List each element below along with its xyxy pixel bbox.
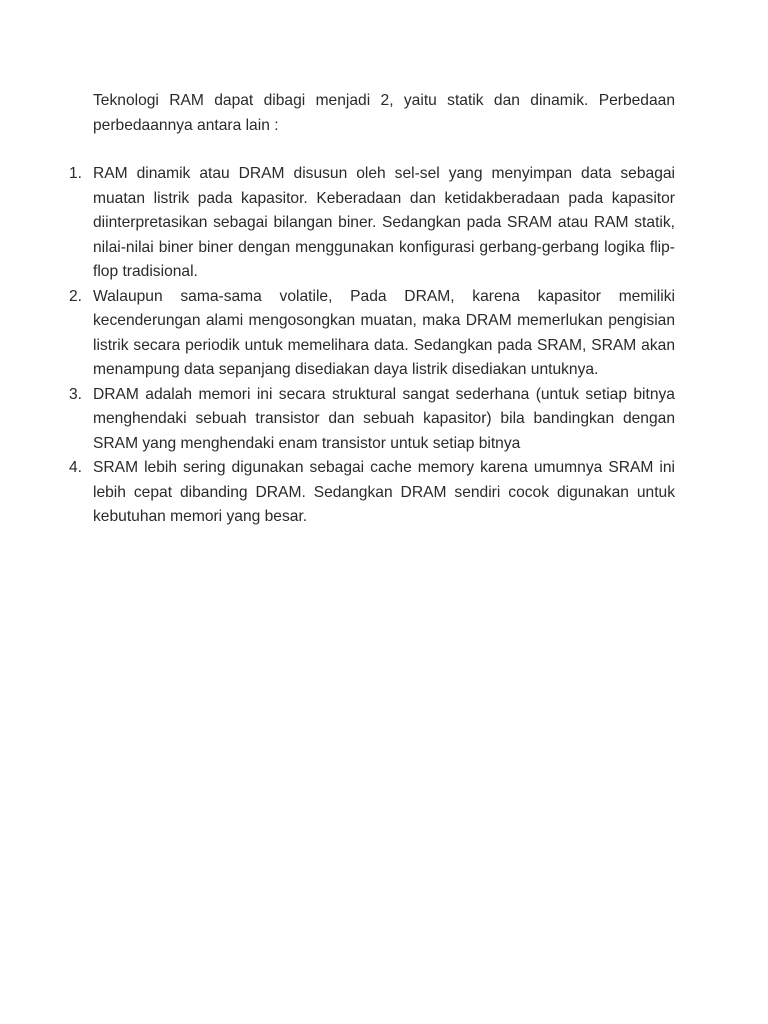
intro-paragraph: Teknologi RAM dapat dibagi menjadi 2, yaitu statik dan dinamik. Perbedaan perbedaannya antara lain : — [93, 92, 675, 134]
list-item-number: 2. — [69, 287, 83, 305]
list-item-text: SRAM lebih sering digunakan sebagai cache memory karena umumnya SRAM ini lebih cepat dibanding DRAM. Sedangkan DRAM sendiri cocok digunakan untuk kebutuhan memori yang besar. — [93, 459, 675, 525]
document-body — [69, 89, 675, 530]
list-item-text: DRAM adalah memori ini secara struktural sangat sederhana (untuk setiap bitnya menghendaki sebuah transistor dan sebuah kapasitor) bila bandingkan dengan SRAM yang menghendaki enam transistor untuk setiap bitnya — [93, 385, 675, 452]
list-item — [69, 162, 675, 285]
list-item-number: 3. — [69, 385, 83, 403]
list-item — [69, 456, 675, 530]
list-item — [69, 383, 675, 457]
list-item-number: 4. — [69, 459, 83, 476]
list-item-number: 1. — [69, 165, 83, 182]
list-item — [69, 285, 675, 383]
comparison-list — [69, 162, 675, 530]
list-item-text: RAM dinamik atau DRAM disusun oleh sel-sel yang menyimpan data sebagai muatan listrik pada kapasitor. Keberadaan dan ketidakberadaan pada kapasitor diinterpretasikan sebagai bilangan biner. Sedangkan pada SRAM atau RAM statik, nilai-nilai biner biner dengan menggunakan konfigurasi gerbang-gerbang logika flip-flop tradisional. — [93, 165, 675, 280]
list-item-text: Walaupun sama-sama volatile, Pada DRAM, karena kapasitor memiliki kecenderungan alami mengosongkan muatan, maka DRAM memerlukan pengisian listrik secara periodik untuk memelihara data. Sedangkan pada SRAM, SRAM akan menampung data sepanjang disediakan daya listrik disediakan untuknya. — [93, 287, 675, 378]
